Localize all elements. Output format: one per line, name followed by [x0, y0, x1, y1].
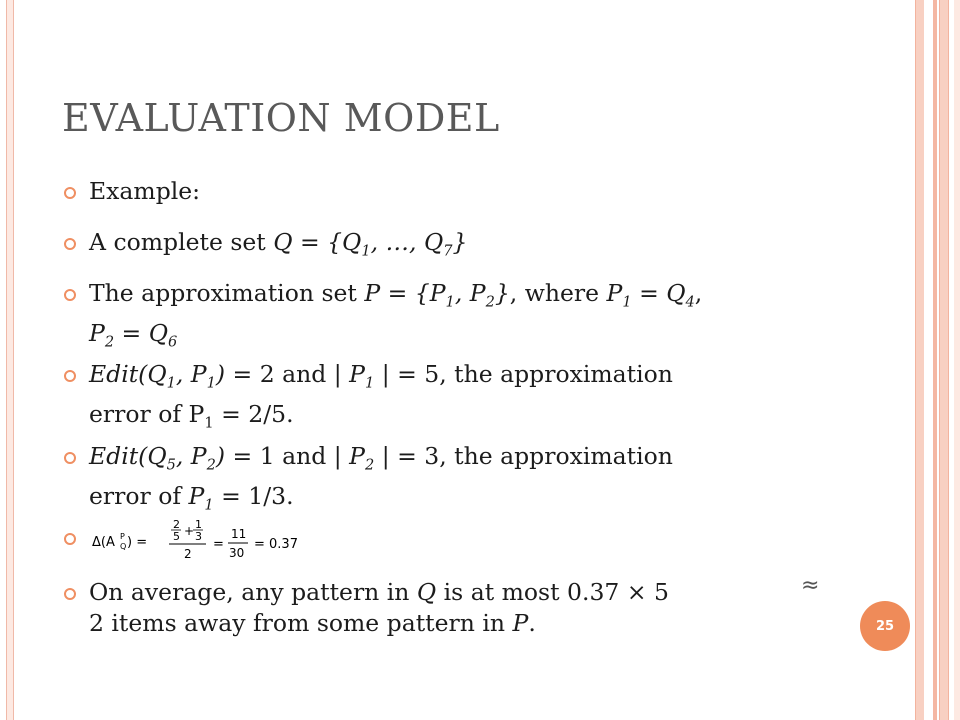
formula-den-main: 2	[184, 547, 192, 561]
p-var: P	[188, 481, 205, 510]
bullet-text: = 2/5.	[213, 399, 294, 428]
subscript: 5	[166, 456, 176, 474]
bullet-complete-set	[62, 227, 467, 267]
stripe	[933, 0, 937, 720]
bullet-text: .	[528, 609, 536, 637]
subscript: 7	[443, 242, 453, 260]
bullet-text: A complete set	[89, 228, 274, 256]
left-decorative-border	[6, 0, 14, 720]
right-decorative-stripes	[916, 0, 960, 720]
bullet-text: | = 5, the approximation	[374, 360, 673, 388]
formula-num-b: 1	[195, 518, 202, 531]
subscript: 1	[204, 496, 214, 514]
formula-den-a: 5	[173, 530, 180, 543]
comma: ,	[694, 279, 703, 307]
p-var: P	[349, 360, 365, 388]
formula-lhs-sup: P	[120, 532, 125, 541]
eq-q: = Q	[114, 318, 168, 347]
bullet-text: Example:	[89, 177, 201, 205]
subscript: 1	[364, 374, 375, 392]
approximation-error-formula	[90, 518, 335, 562]
bullet-text: error of P	[89, 399, 205, 428]
subscript: 1	[361, 242, 371, 260]
formula-lhs: Δ(A	[92, 535, 115, 550]
formula-num-c: 11	[231, 527, 247, 541]
bullet-example	[62, 176, 200, 207]
formula-lhs-close: ) =	[127, 535, 148, 550]
p-var: P	[349, 442, 365, 470]
p1: P	[606, 279, 623, 307]
p-var: P	[512, 609, 529, 637]
edit-fn: Edit(Q	[89, 442, 167, 470]
edit-arg: , P	[175, 360, 207, 388]
bullet-approximation-set	[62, 278, 702, 357]
p2: P	[89, 318, 105, 347]
set-p-mid: , P	[454, 279, 486, 307]
subscript: 2	[104, 333, 115, 351]
edit-close: )	[215, 360, 226, 388]
edit-arg: , P	[175, 442, 207, 470]
formula-eq: =	[213, 537, 224, 552]
subscript: 1	[206, 374, 216, 392]
bullet-text: The approximation set	[89, 279, 365, 307]
bullet-text: error of	[89, 481, 189, 510]
q-var: Q	[416, 578, 437, 606]
bullet-text: is at most 0.37 × 5	[436, 578, 669, 606]
set-q-end: }	[452, 228, 468, 256]
subscript: 4	[685, 293, 695, 311]
set-p-end: }	[494, 279, 510, 307]
bullet-average	[62, 577, 669, 639]
page-number-badge: 25	[860, 601, 910, 651]
stripe	[915, 0, 924, 720]
bullet-text: | = 3, the approximation	[374, 442, 673, 470]
formula-lhs-sub: Q	[120, 542, 127, 551]
set-q: Q = {Q	[273, 228, 362, 256]
subscript: 2	[485, 293, 495, 311]
bullet-text: = 1 and |	[225, 442, 350, 470]
edit-fn: Edit(Q	[89, 360, 167, 388]
stripe	[939, 0, 949, 720]
subscript: 1	[445, 293, 455, 311]
subscript: 2	[206, 456, 216, 474]
bullet-edit-q1-p1	[62, 359, 673, 438]
slide-title: EVALUATION MODEL	[62, 96, 500, 140]
bullet-text: = 2 and |	[225, 360, 350, 388]
formula-den-b: 3	[195, 530, 202, 543]
formula-plus: +	[184, 524, 195, 538]
subscript: 1	[204, 414, 214, 432]
bullet-edit-q5-p2	[62, 441, 673, 520]
subscript: 1	[166, 374, 176, 392]
formula-num-a: 2	[173, 518, 180, 531]
bullet-text: = 1/3.	[213, 481, 294, 510]
subscript: 1	[622, 293, 632, 311]
formula-result: = 0.37	[254, 537, 298, 552]
stripe	[954, 0, 960, 720]
bullet-text: , where	[509, 279, 607, 307]
eq-q: = Q	[631, 279, 686, 307]
formula-den-c: 30	[229, 546, 245, 560]
approx-icon: ≈	[801, 573, 820, 598]
subscript: 2	[364, 456, 375, 474]
set-p: P = {P	[364, 279, 446, 307]
edit-close: )	[215, 442, 226, 470]
bullet-text: 2 items away from some pattern in	[89, 609, 513, 637]
set-q-mid: , …, Q	[370, 228, 444, 256]
subscript: 6	[167, 333, 178, 351]
bullet-text: On average, any pattern in	[89, 578, 417, 606]
